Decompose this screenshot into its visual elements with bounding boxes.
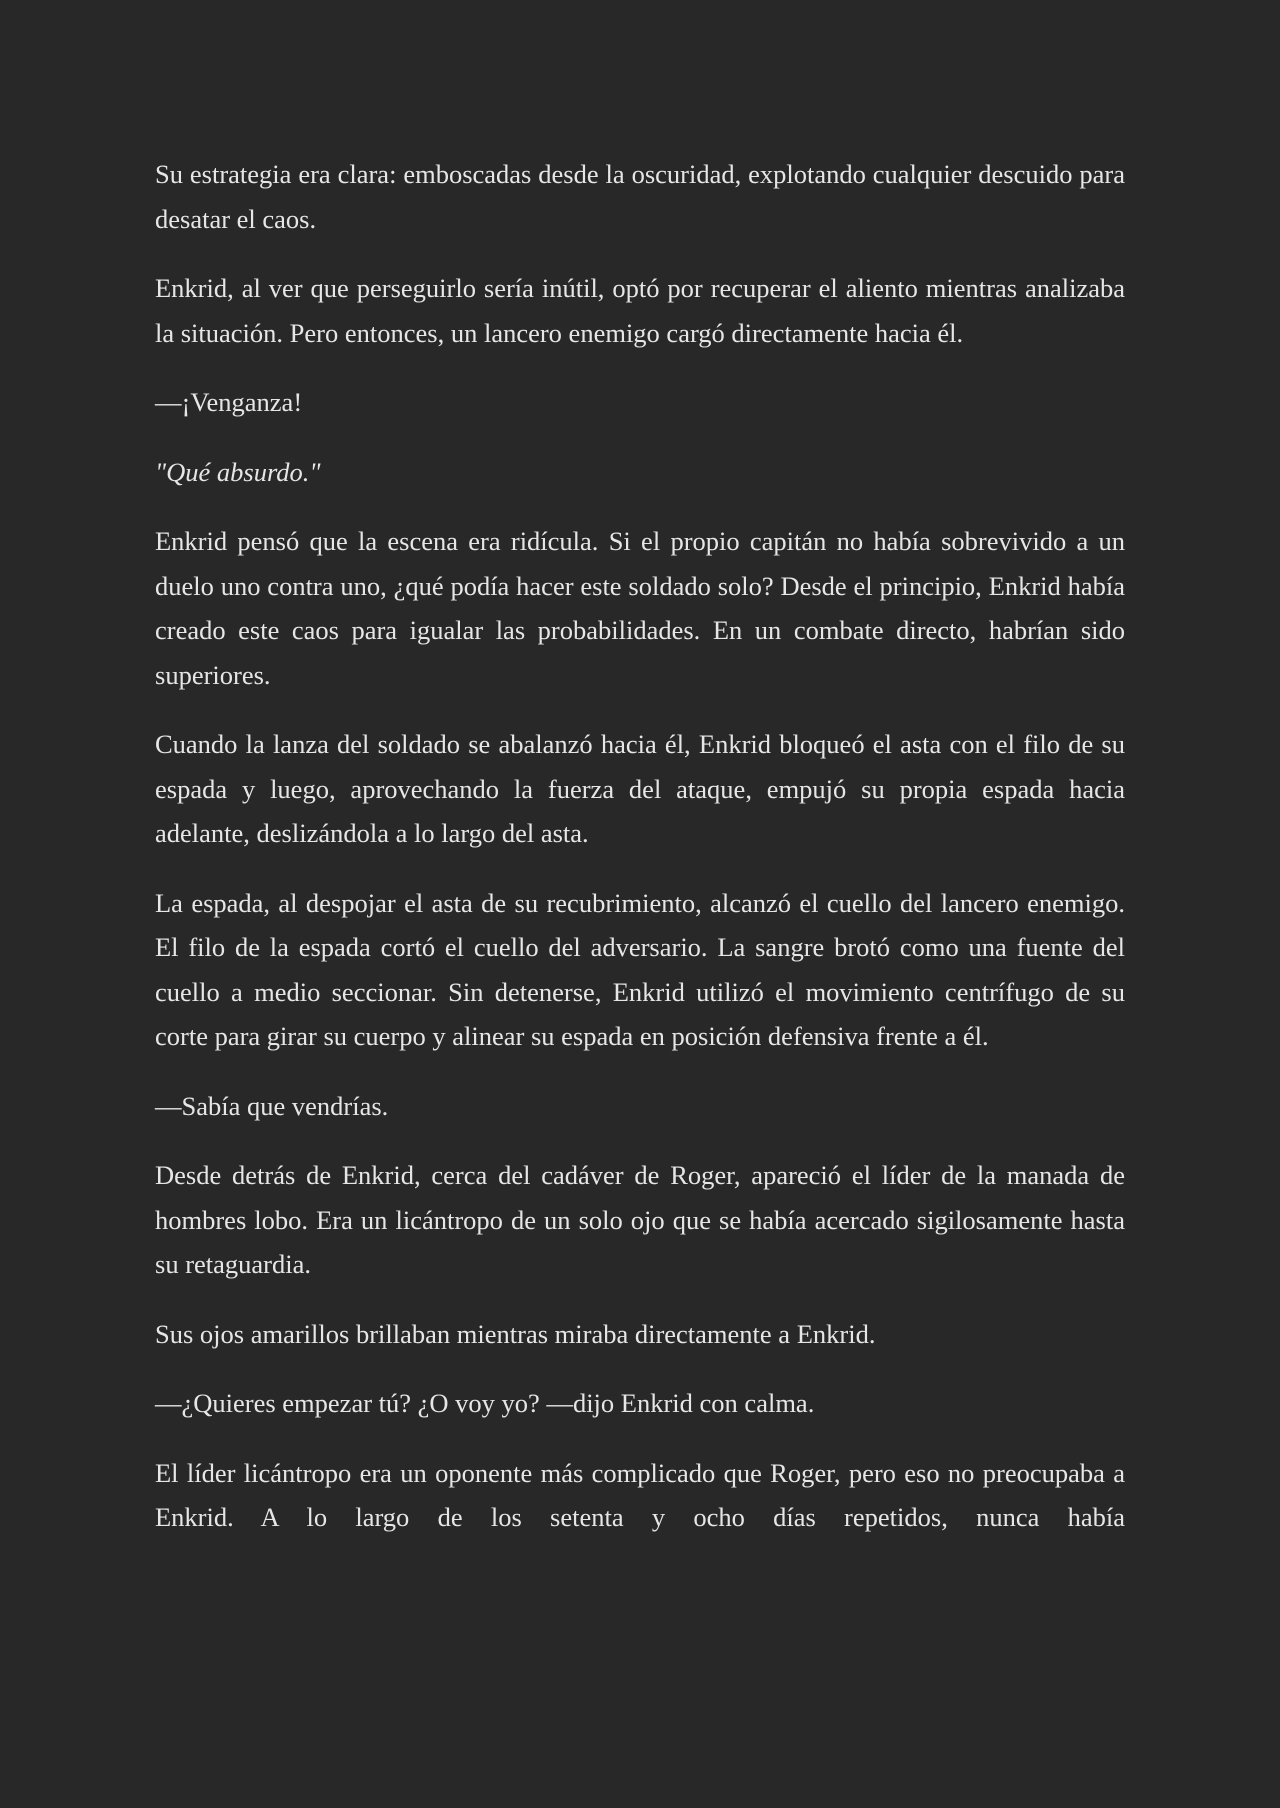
paragraph-9: Desde detrás de Enkrid, cerca del cadáver de Roger, apareció el líder de la manada de hombres lobo. Era un licántropo de un solo ojo que se había acercado sigilosamente hasta su retaguardia.	[155, 1160, 1125, 1279]
inner-thought: "Qué absurdo."	[155, 456, 321, 487]
dialogue-sabia: —Sabía que vendrías.	[155, 1090, 389, 1121]
paragraph-1: Su estrategia era clara: emboscadas desde la oscuridad, explotando cualquier descuido para desatar el caos.	[155, 159, 1125, 234]
paragraph-6: Cuando la lanza del soldado se abalanzó hacia él, Enkrid bloqueó el asta con el filo de su espada y luego, aprovechando la fuerza del ataque, empujó su propia espada hacia adelante, deslizándola a lo largo del asta.	[155, 729, 1125, 848]
paragraph-12: El líder licántropo era un oponente más complicado que Roger, pero eso no preocupaba a Enkrid. A lo largo de los setenta y ocho días repetidos, nunca había	[155, 1457, 1125, 1532]
chapter-text	[155, 152, 1125, 1540]
paragraph-5: Enkrid pensó que la escena era ridícula. Si el propio capitán no había sobrevivido a un duelo uno contra uno, ¿qué podía hacer este soldado solo? Desde el principio, Enkrid había creado este caos para igualar las probabilidades. En un combate directo, habrían sido superiores.	[155, 526, 1125, 690]
paragraph-2: Enkrid, al ver que perseguirlo sería inútil, optó por recuperar el aliento mientras analizaba la situación. Pero entonces, un lancero enemigo cargó directamente hacia él.	[155, 273, 1125, 348]
dialogue-venganza: —¡Venganza!	[155, 387, 303, 417]
paragraph-10: Sus ojos amarillos brillaban mientras miraba directamente a Enkrid.	[155, 1318, 876, 1349]
dialogue-quieres: —¿Quieres empezar tú? ¿O voy yo? —dijo Enkrid con calma.	[155, 1388, 815, 1418]
paragraph-7: La espada, al despojar el asta de su recubrimiento, alcanzó el cuello del lancero enemigo. El filo de la espada cortó el cuello del adversario. La sangre brotó como una fuente del cuello a medio seccionar. Sin detenerse, Enkrid utilizó el movimiento centrífugo de su corte para girar su cuerpo y alinear su espada en posición defensiva frente a él.	[155, 887, 1125, 1051]
